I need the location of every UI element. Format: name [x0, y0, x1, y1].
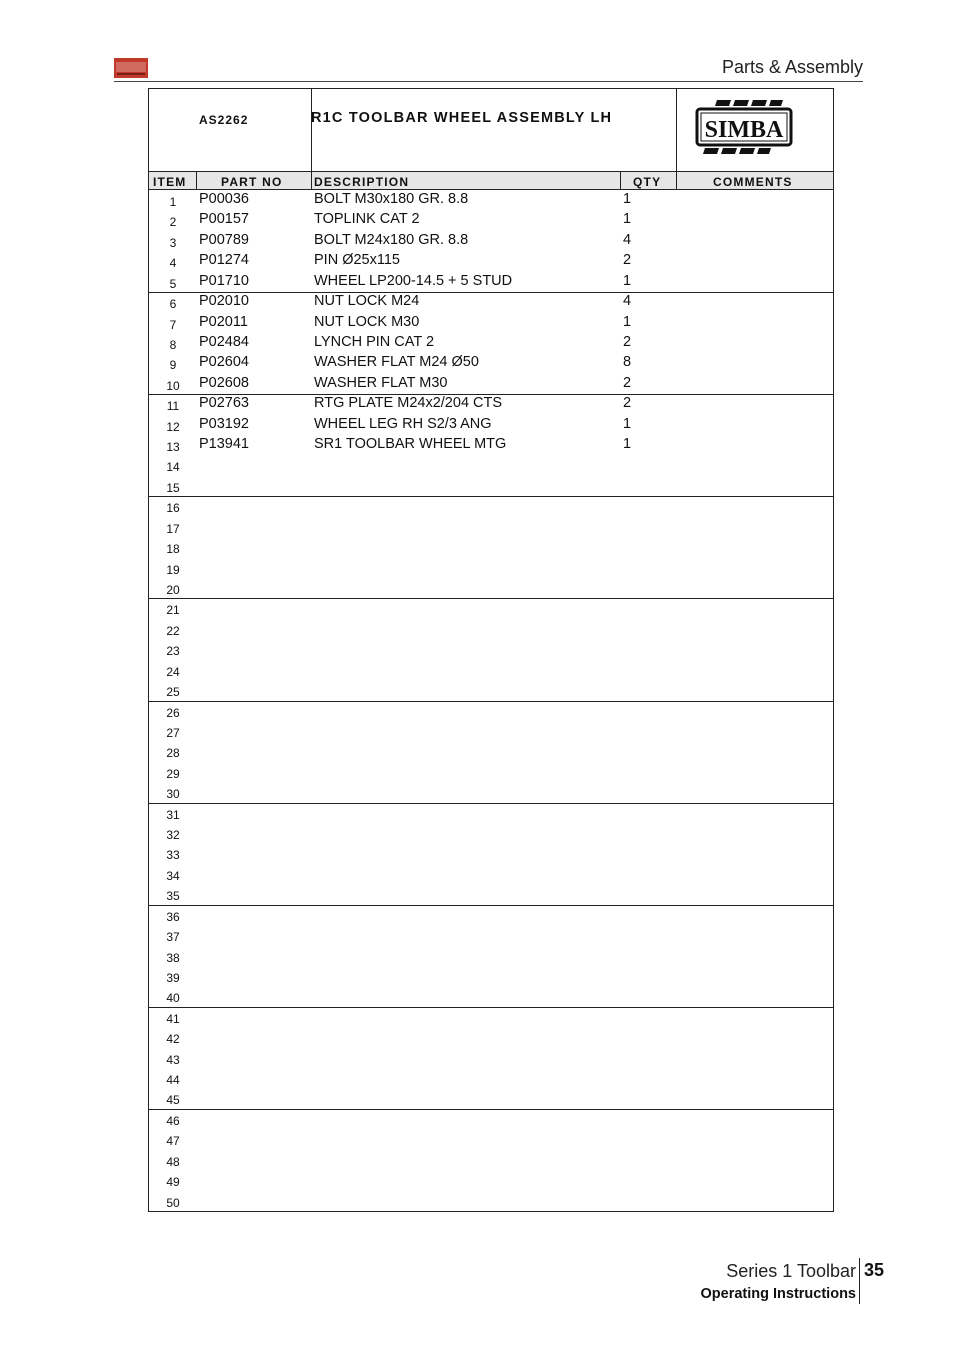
cell-qty: 8 [623, 354, 632, 371]
cell-item: 16 [166, 501, 180, 516]
cell-item: 48 [166, 1154, 180, 1169]
cell-description: WHEEL LP200-14.5 + 5 STUD [314, 272, 513, 289]
table-row [149, 455, 833, 475]
table-row [149, 1129, 833, 1149]
table-row [149, 639, 833, 659]
cell-item: 30 [166, 787, 180, 802]
cell-item: 19 [166, 562, 180, 577]
table-row [149, 864, 833, 884]
cell-description: SR1 TOOLBAR WHEEL MTG [314, 436, 507, 453]
cell-item: 6 [169, 297, 177, 312]
cell-item: 42 [166, 1032, 180, 1047]
cell-item: 41 [166, 1011, 180, 1026]
table-row [149, 537, 833, 557]
table-row [149, 578, 833, 598]
cell-description: BOLT M24x180 GR. 8.8 [314, 231, 469, 248]
table-row [149, 925, 833, 945]
table-row [149, 823, 833, 843]
col-header-part-no: PART NO [221, 175, 283, 189]
cell-description: PIN Ø25x115 [314, 252, 400, 269]
cell-item: 27 [166, 725, 180, 740]
table-row [149, 701, 833, 721]
table-row [149, 598, 833, 618]
cell-qty: 1 [623, 211, 632, 228]
cell-item: 40 [166, 991, 180, 1006]
cell-qty: 1 [623, 272, 632, 289]
col-divider [676, 172, 677, 189]
title-divider [676, 89, 677, 171]
cell-part-no: P01274 [199, 252, 249, 269]
table-row [149, 1068, 833, 1088]
table-row [149, 476, 833, 496]
brand-logo-text: SIMBA [704, 117, 784, 143]
cell-item: 1 [169, 195, 177, 209]
cell-item: 28 [166, 746, 180, 761]
cell-description: TOPLINK CAT 2 [314, 211, 420, 228]
cell-qty: 1 [623, 313, 632, 330]
cell-description: WASHER FLAT M24 Ø50 [314, 354, 479, 371]
table-row [149, 1150, 833, 1170]
col-header-qty: QTY [633, 175, 662, 189]
cell-item: 17 [166, 521, 180, 536]
cell-item: 34 [166, 868, 180, 883]
cell-description: LYNCH PIN CAT 2 [314, 333, 435, 350]
table-row [149, 721, 833, 741]
simba-small-logo [114, 58, 148, 78]
table-row [149, 966, 833, 986]
col-header-item: ITEM [153, 175, 187, 189]
cell-item: 47 [166, 1134, 180, 1149]
cell-item: 4 [169, 256, 177, 271]
cell-part-no: P02604 [199, 354, 249, 371]
cell-item: 12 [166, 419, 180, 434]
cell-item: 2 [169, 215, 177, 230]
cell-item: 35 [166, 889, 180, 904]
footer-divider [859, 1258, 860, 1304]
title-block [149, 89, 833, 171]
cell-item: 8 [169, 337, 177, 352]
cell-description: NUT LOCK M30 [314, 313, 420, 330]
cell-item: 46 [166, 1113, 180, 1128]
cell-item: 49 [166, 1175, 180, 1190]
cell-part-no: P00157 [199, 211, 249, 228]
col-divider [196, 172, 197, 189]
table-row [149, 496, 833, 516]
cell-part-no: P02763 [199, 395, 249, 412]
cell-item: 43 [166, 1052, 180, 1067]
table-row [149, 333, 833, 353]
col-header-comments: COMMENTS [713, 175, 793, 189]
parts-sheet [148, 88, 834, 1212]
page-section-title: Parts & Assembly [721, 57, 863, 77]
cell-item: 39 [166, 970, 180, 985]
table-row [149, 946, 833, 966]
cell-item: 14 [166, 460, 180, 475]
cell-qty: 2 [623, 374, 632, 391]
col-divider [620, 172, 621, 189]
cell-item: 9 [169, 358, 177, 373]
table-row [149, 517, 833, 537]
cell-part-no: P03192 [199, 415, 249, 432]
table-row [149, 986, 833, 1006]
table-row [149, 884, 833, 904]
table-row [149, 619, 833, 639]
table-row [149, 660, 833, 680]
cell-qty: 2 [623, 395, 632, 412]
cell-part-no: P02608 [199, 374, 249, 391]
cell-description: WHEEL LEG RH S2/3 ANG [314, 415, 492, 432]
cell-qty: 1 [623, 415, 632, 432]
cell-item: 11 [166, 399, 180, 414]
cell-item: 22 [166, 623, 180, 638]
table-row [149, 292, 833, 312]
table-row [149, 1088, 833, 1108]
column-header-row [149, 171, 833, 190]
table-row [149, 1007, 833, 1027]
table-row [149, 1109, 833, 1129]
cell-part-no: P02484 [199, 333, 249, 350]
cell-part-no: P02010 [199, 293, 249, 310]
footer-subtitle: Operating Instructions [700, 1286, 856, 1302]
cell-item: 25 [166, 685, 180, 700]
title-divider [311, 89, 312, 171]
table-row [149, 762, 833, 782]
col-header-description: DESCRIPTION [314, 175, 410, 189]
table-row [149, 272, 833, 292]
cell-item: 7 [169, 317, 177, 332]
table-row [149, 803, 833, 823]
table-row [149, 905, 833, 925]
table-row [149, 1170, 833, 1190]
cell-item: 32 [166, 828, 180, 843]
cell-item: 36 [166, 909, 180, 924]
table-row [149, 782, 833, 802]
cell-item: 20 [166, 582, 180, 597]
cell-item: 10 [166, 378, 180, 393]
col-divider [311, 172, 312, 189]
cell-qty: 2 [623, 252, 632, 269]
cell-item: 31 [166, 807, 180, 822]
cell-item: 21 [166, 603, 180, 618]
cell-qty: 2 [623, 333, 632, 350]
assembly-number: AS2262 [199, 113, 249, 127]
table-row [149, 558, 833, 578]
cell-part-no: P01710 [199, 272, 249, 289]
cell-description: WASHER FLAT M30 [314, 374, 448, 391]
table-row [149, 1048, 833, 1068]
cell-item: 37 [166, 930, 180, 945]
table-row [149, 353, 833, 373]
cell-part-no: P00789 [199, 231, 249, 248]
cell-item: 45 [166, 1093, 180, 1108]
table-row [149, 251, 833, 271]
cell-item: 18 [166, 542, 180, 557]
table-row [149, 1191, 833, 1211]
table-row [149, 680, 833, 700]
cell-qty: 4 [623, 293, 632, 310]
table-row [149, 415, 833, 435]
table-row [149, 741, 833, 761]
cell-part-no: P00036 [199, 191, 249, 207]
cell-item: 24 [166, 664, 180, 679]
cell-item: 33 [166, 848, 180, 863]
table-row [149, 374, 833, 394]
cell-item: 15 [166, 480, 180, 495]
table-row [149, 210, 833, 230]
assembly-description: R1C TOOLBAR WHEEL ASSEMBLY LH [311, 110, 613, 126]
cell-item: 23 [166, 644, 180, 659]
cell-item: 13 [166, 440, 180, 455]
footer-title: Series 1 Toolbar [726, 1261, 856, 1281]
cell-item: 26 [166, 705, 180, 720]
cell-item: 5 [169, 276, 177, 291]
table-row [149, 1027, 833, 1047]
cell-description: BOLT M30x180 GR. 8.8 [314, 191, 469, 207]
cell-item: 44 [166, 1073, 180, 1088]
cell-qty: 1 [623, 191, 632, 207]
cell-item: 38 [166, 950, 180, 965]
cell-part-no: P13941 [199, 436, 249, 453]
table-row [149, 231, 833, 251]
table-row [149, 190, 833, 210]
cell-qty: 1 [623, 436, 632, 453]
simba-brand-logo [695, 96, 793, 158]
cell-description: RTG PLATE M24x2/204 CTS [314, 395, 503, 412]
cell-item: 50 [166, 1195, 180, 1210]
cell-item: 3 [169, 235, 177, 250]
table-row [149, 843, 833, 863]
cell-description: NUT LOCK M24 [314, 293, 420, 310]
cell-part-no: P02011 [199, 313, 248, 330]
table-row [149, 435, 833, 455]
page-number: 35 [864, 1260, 885, 1280]
table-row [149, 394, 833, 414]
cell-item: 29 [166, 766, 180, 781]
cell-qty: 4 [623, 231, 632, 248]
table-row [149, 313, 833, 333]
header-divider [114, 81, 863, 82]
